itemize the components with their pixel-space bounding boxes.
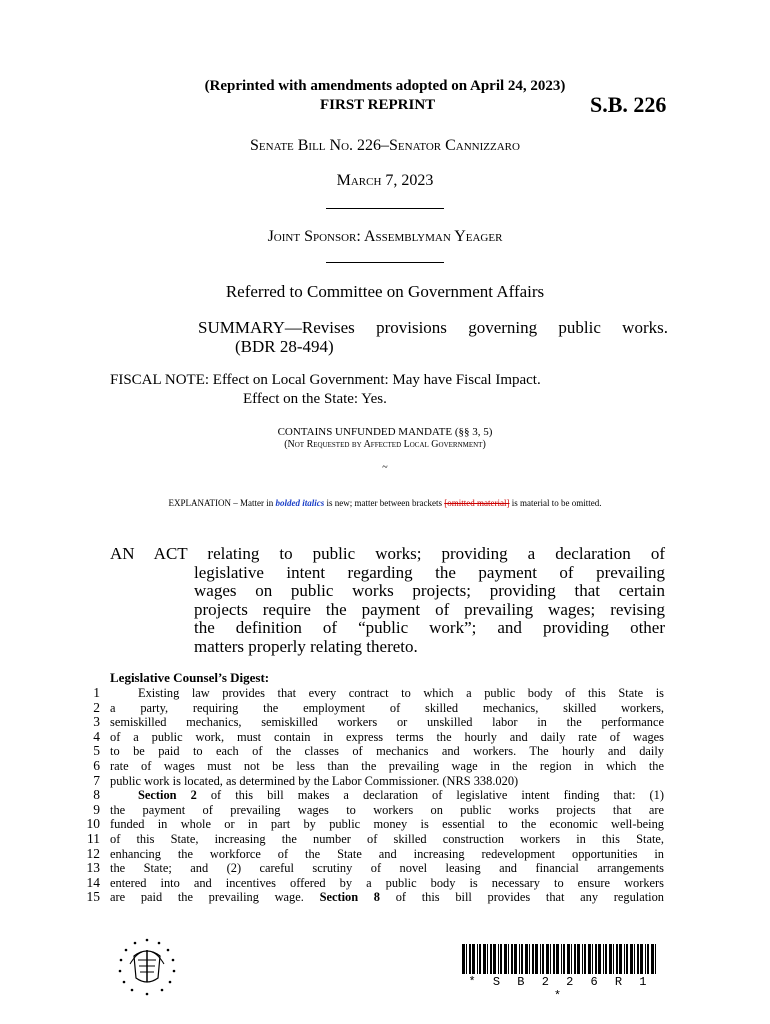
digest-text: of this bill provides that any regulation <box>395 890 664 905</box>
digest-line: of a public work, must contain in express terms the hourly and daily rate of wages <box>110 729 664 744</box>
line-number: 8 <box>93 787 100 803</box>
digest-heading: Legislative Counsel’s Digest: <box>110 670 270 685</box>
digest-line: a party, requiring the employment of skilled mechanics, skilled workers, <box>110 700 664 715</box>
line-number: 4 <box>93 728 100 744</box>
explanation <box>0 498 770 508</box>
bill-title-line: Senate Bill No. 226–Senator Cannizzaro <box>250 137 520 154</box>
bill-number: S.B. 226 <box>590 92 667 117</box>
digest-line: semiskilled mechanics, semiskilled workers or unskilled labor in the performance <box>110 715 664 730</box>
section-ref: Section 2 <box>138 788 197 803</box>
summary-line: SUMMARY—Revises provisions governing public works. <box>198 318 668 337</box>
act-line: legislative intent regarding the payment of prevailing <box>194 562 665 582</box>
line-number: 3 <box>93 714 100 730</box>
divider <box>326 208 444 209</box>
digest-line: entered into and incentives offered by a public body is necessary to ensure workers <box>110 875 664 890</box>
line-number: 9 <box>93 801 100 817</box>
line-number: 15 <box>86 889 100 905</box>
reprint-note: (Reprinted with amendments adopted on April 24, 2023) <box>204 78 566 94</box>
explanation-suffix: is material to be omitted. <box>511 498 602 508</box>
digest-text: of this bill <box>196 788 284 803</box>
unfunded-mandate: CONTAINS UNFUNDED MANDATE (§§ 3, 5) <box>277 426 493 438</box>
digest-line <box>110 788 664 803</box>
fiscal-note-state: Effect on the State: Yes. <box>243 391 387 407</box>
line-number: 13 <box>86 860 100 876</box>
digest-line: public work is located, as determined by the Labor Commissioner. (NRS 338.020) <box>110 773 519 788</box>
digest-line: funded in whole or in part by public money is essential to the economic well-being <box>110 817 664 832</box>
line-numbers <box>80 686 100 905</box>
line-number: 5 <box>93 743 100 759</box>
act-line: projects require the payment of prevailing wages; revising <box>194 599 665 619</box>
line-number: 10 <box>86 816 100 832</box>
first-reprint-label: FIRST REPRINT <box>320 97 436 113</box>
digest-line <box>110 890 664 905</box>
digest-line: the State; and (2) careful scrutiny of novel leasing and financial arrangements <box>110 861 664 876</box>
line-number: 6 <box>93 757 100 773</box>
digest-text: makes a declaration of legislative intent finding that: (1) <box>297 788 664 803</box>
act-line: matters properly relating thereto. <box>194 636 418 656</box>
digest-line: the payment of prevailing wages to workers on public works projects that are <box>110 802 664 817</box>
explanation-omitted: [omitted material] <box>444 498 510 508</box>
digest-line: Existing law provides that every contract to which a public body of this State is <box>138 686 664 700</box>
digest-body <box>110 686 664 905</box>
barcode-icon <box>462 944 658 974</box>
mandate-note: (Not Requested by Affected Local Government) <box>284 439 486 450</box>
digest-line: of this State, increasing the number of skilled construction workers in this State, <box>110 831 664 846</box>
line-number: 1 <box>93 685 100 700</box>
act-line: the definition of “public work”; and providing other <box>194 618 665 637</box>
bill-date: March 7, 2023 <box>336 172 434 189</box>
explanation-mid: is new; matter between brackets <box>326 498 442 508</box>
referral: Referred to Committee on Government Affairs <box>225 282 545 301</box>
barcode-text: * S B 2 2 6 R 1 * <box>468 975 652 1003</box>
digest-line: enhancing the workforce of the State and increasing redevelopment opportunities in <box>110 846 664 861</box>
tilde-separator: ~ <box>382 462 388 473</box>
act-line: wages on public works projects; providing that certain <box>194 581 665 600</box>
digest-line: to be paid to each of the classes of mechanics and workers. The hourly and daily <box>110 744 664 759</box>
act-title <box>110 545 665 656</box>
explanation-prefix: EXPLANATION – Matter in <box>168 498 274 508</box>
line-number: 12 <box>86 845 100 861</box>
line-number: 7 <box>93 772 100 788</box>
summary-bdr: (BDR 28-494) <box>235 337 334 356</box>
line-number: 2 <box>93 699 100 715</box>
divider <box>326 262 444 263</box>
explanation-bolded-italics: bolded italics <box>275 498 325 508</box>
joint-sponsor: Joint Sponsor: Assemblyman Yeager <box>267 228 503 245</box>
digest-text: are paid the prevailing wage. <box>110 890 304 905</box>
act-line: AN ACT relating to public works; providing a declaration of <box>110 544 665 563</box>
state-seal-icon <box>112 936 182 998</box>
line-number: 14 <box>86 874 100 890</box>
fiscal-note-local: FISCAL NOTE: Effect on Local Government: May have Fiscal Impact. <box>110 372 541 388</box>
digest-line: rate of wages must not be less than the prevailing wage in the region in which the <box>110 758 664 773</box>
line-number: 11 <box>87 830 100 846</box>
section-ref: Section 8 <box>319 890 380 905</box>
